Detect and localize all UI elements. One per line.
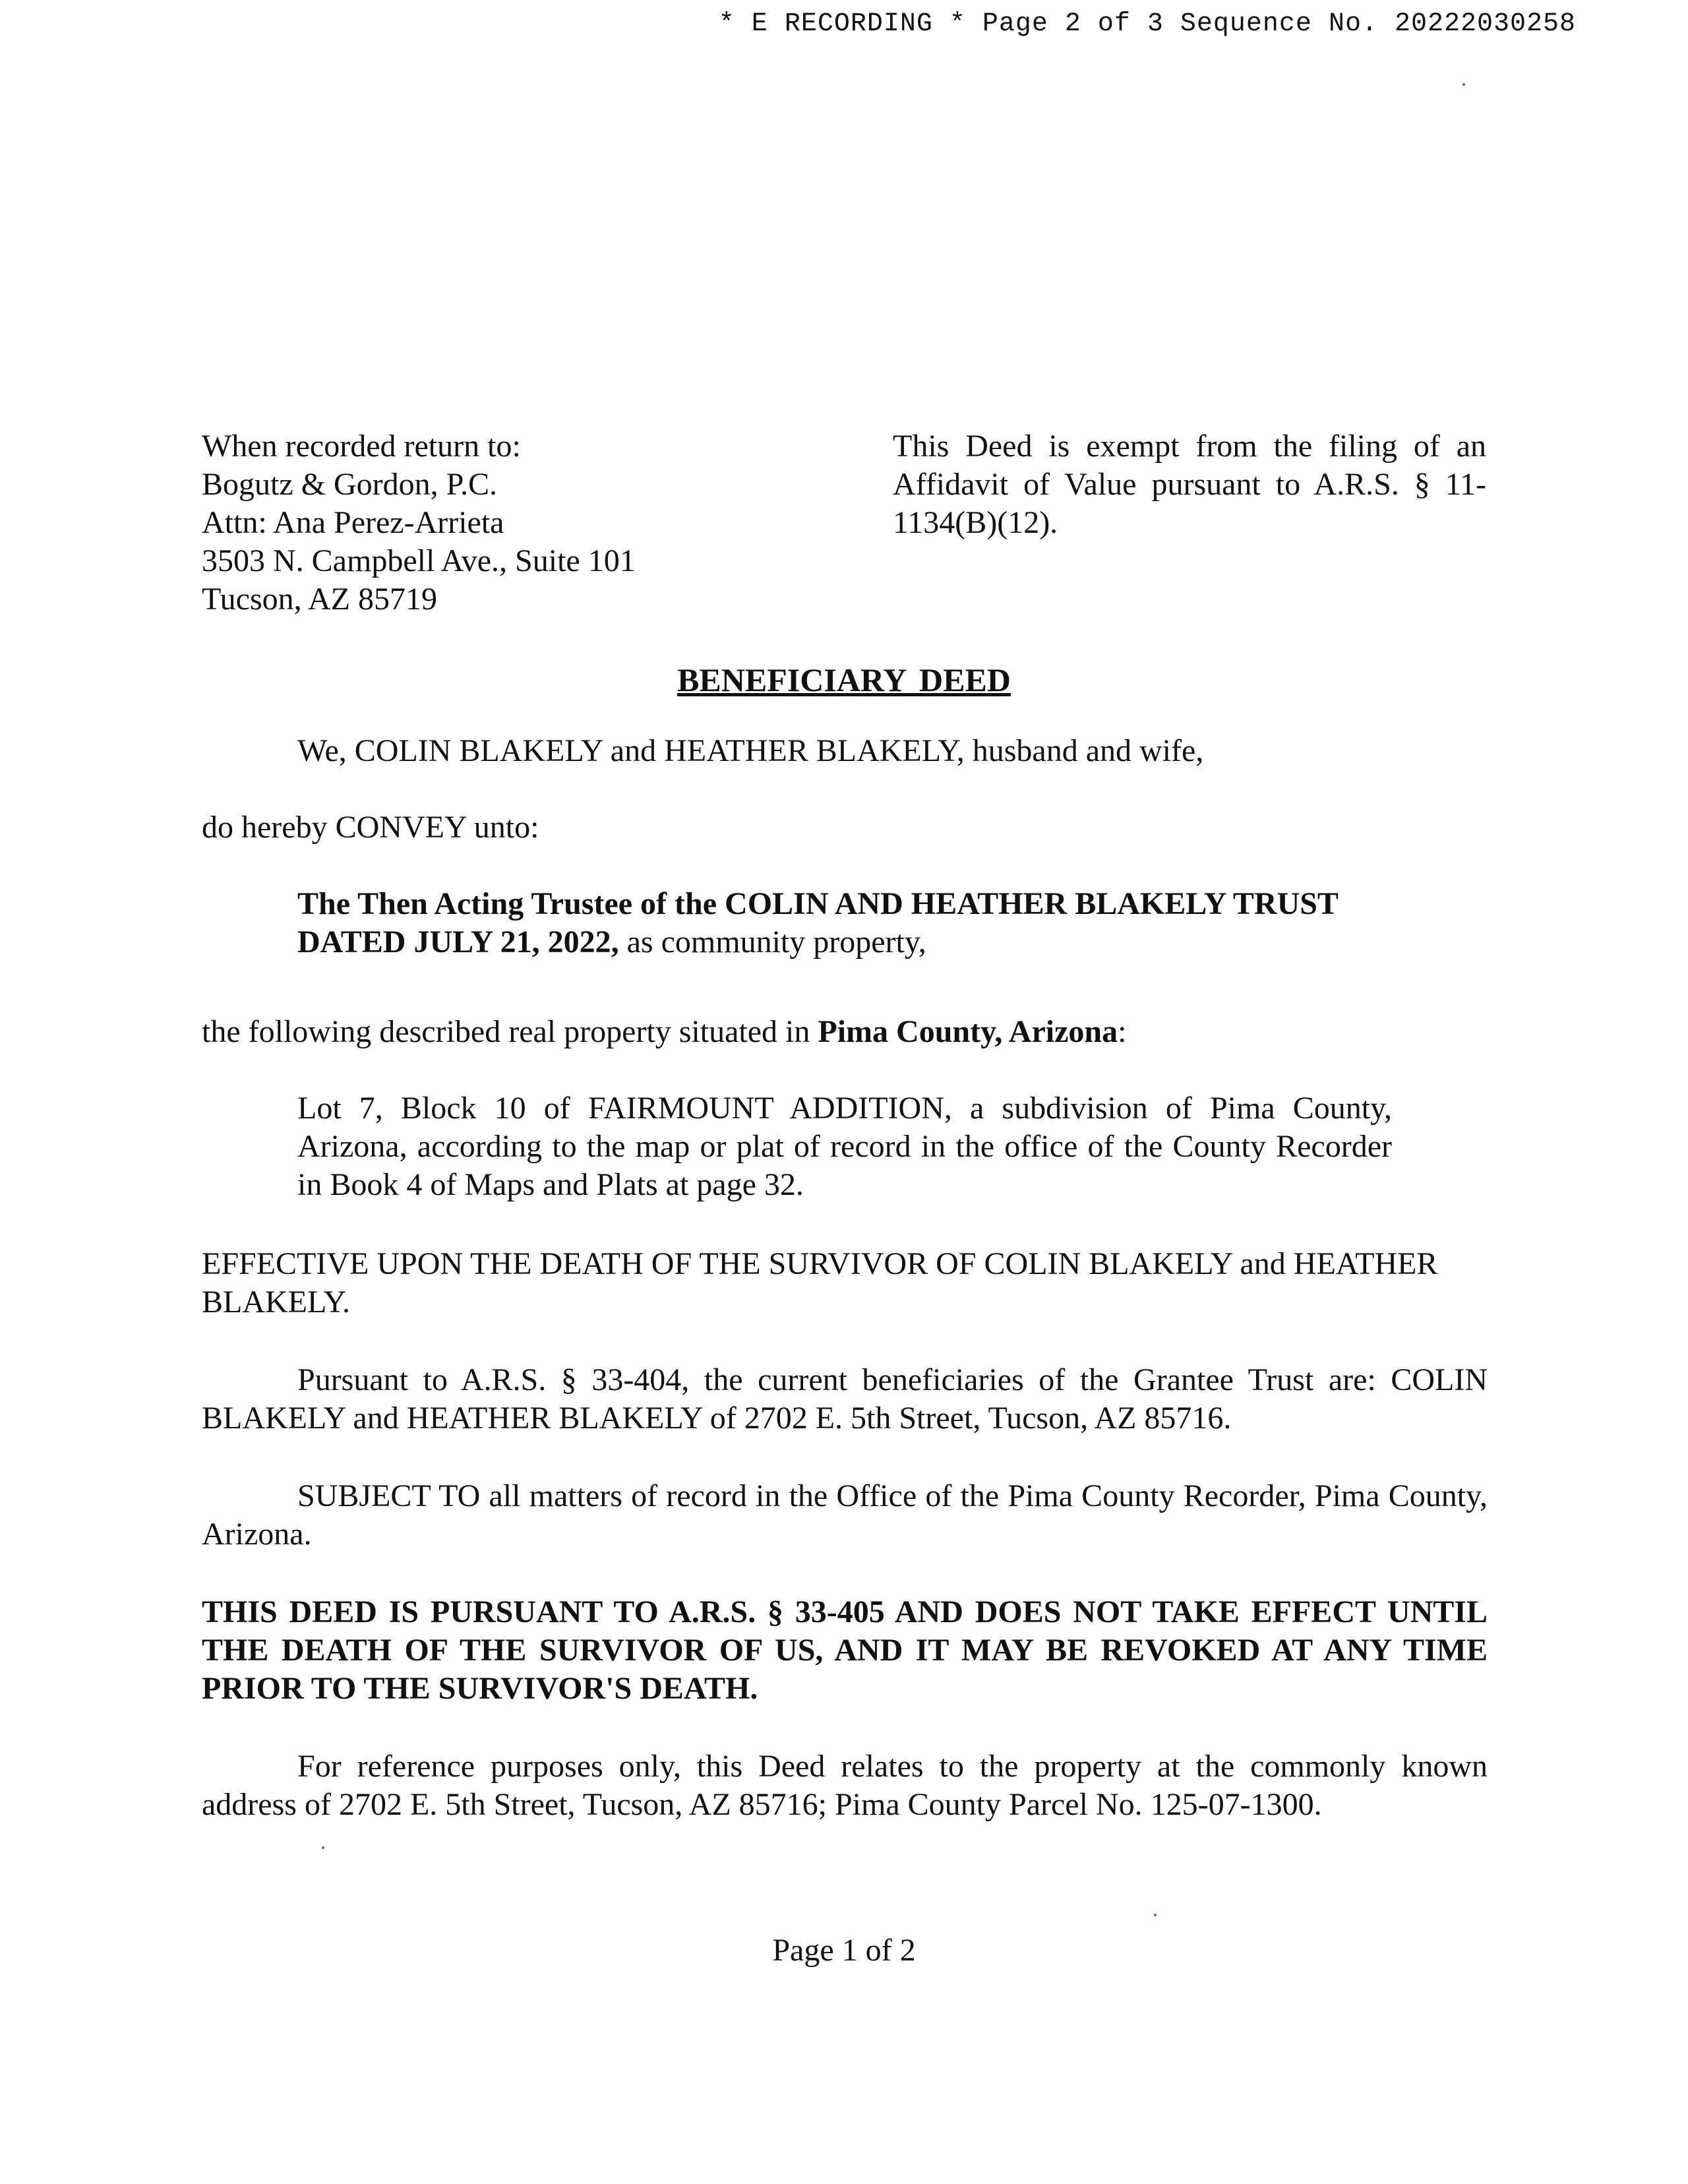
beneficiaries-paragraph: Pursuant to A.R.S. § 33-404, the current beneficiaries of the Grantee Trust are: COLIN BLAKELY and HEATHER BLAKELY of 2702 E. 5th Street, Tucson, AZ 85716. — [202, 1362, 1488, 1436]
recording-header: * E RECORDING * Page 2 of 3 Sequence No. 20222030258 — [718, 9, 1576, 39]
scan-speck — [322, 1846, 324, 1849]
effective-clause: EFFECTIVE UPON THE DEATH OF THE SURVIVOR OF COLIN BLAKELY and HEATHER BLAKELY. — [202, 1246, 1438, 1320]
reference-paragraph: For reference purposes only, this Deed relates to the property at the commonly known address of 2702 E. 5th Street, Tucson, AZ 85716; Pima County Parcel No. 125-07-1300. — [202, 1749, 1488, 1822]
return-address-block — [202, 427, 703, 619]
grantee-paragraph — [297, 885, 1432, 961]
grantors-paragraph: We, COLIN BLAKELY and HEATHER BLAKELY, husband and wife, — [297, 733, 1204, 768]
property-intro-lead: the following described real property situated in — [202, 1014, 818, 1049]
subject-to-paragraph: SUBJECT TO all matters of record in the Office of the Pima County Recorder, Pima County, Arizona. — [202, 1478, 1488, 1552]
page-number: Page 1 of 2 — [772, 1933, 916, 1968]
return-line: Tucson, AZ 85719 — [202, 582, 437, 617]
document-title: BENEFICIARY DEED — [677, 661, 1011, 698]
grantee-vesting: as community property, — [618, 925, 926, 959]
legal-description: Lot 7, Block 10 of FAIRMOUNT ADDITION, a subdivision of Pima County, Arizona, according to the map or plat of record in the office of the County Recorder in Book 4 of Maps and Plats at page 32. — [297, 1091, 1392, 1202]
scan-speck — [1462, 83, 1465, 86]
return-line: Attn: Ana Perez-Arrieta — [202, 505, 504, 540]
property-intro-tail: : — [1118, 1014, 1127, 1049]
return-line: 3503 N. Campbell Ave., Suite 101 — [202, 543, 636, 578]
scan-speck — [1154, 1914, 1157, 1916]
property-intro-paragraph — [202, 1013, 1488, 1051]
return-line: Bogutz & Gordon, P.C. — [202, 467, 498, 502]
exemption-statement: This Deed is exempt from the filing of an Affidavit of Value pursuant to A.R.S. § 11-1134(B)(12). — [893, 429, 1486, 540]
statutory-notice: THIS DEED IS PURSUANT TO A.R.S. § 33-405 AND DOES NOT TAKE EFFECT UNTIL THE DEATH OF THE SURVIVOR OF US, AND IT MAY BE REVOKED AT ANY TIME PRIOR TO THE SURVIVOR'S DEATH. — [202, 1594, 1488, 1706]
property-county: Pima County, Arizona — [818, 1014, 1118, 1049]
return-line: When recorded return to: — [202, 429, 521, 464]
grantee-name: The Then Acting Trustee of the COLIN AND HEATHER BLAKELY TRUST DATED JULY 21, 2022, — [297, 886, 1339, 959]
convey-paragraph: do hereby CONVEY unto: — [202, 810, 539, 845]
